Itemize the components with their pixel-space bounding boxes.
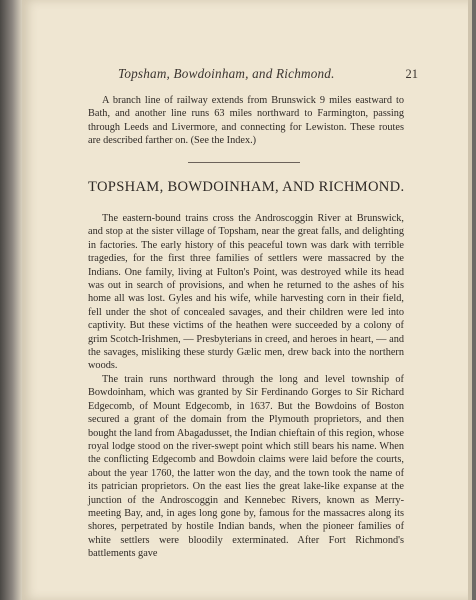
book-spine-shadow — [0, 0, 22, 600]
page-number: 21 — [405, 67, 418, 81]
page-edge — [468, 0, 472, 600]
section-divider-rule — [188, 162, 300, 163]
section-heading: TOPSHAM, BOWDOINHAM, AND RICHMOND. — [88, 179, 405, 195]
body-paragraph: The train runs northward through the long and level township of Bowdoinham, which was granted by Sir Ferdinando Gorges to Sir Richard Edgecomb, of Mount Edgecomb, in 1637. But the Bowdoins of Boston secured a grant of the domain from the Plymouth proprietors, and then bought the land from Abagadusset, the Indian chieftain of this region, whose royal lodge stood on the river-swept point which still bears his name. When the conflicting Edgecomb and Bowdoin claims were laid before the courts, about the year 1760, the latter won the day, and the town took the name of its patrician proprietors. On the east lies the great lake-like expanse at the junction of the Androscoggin and Kennebec Rivers, known as Merry-meeting Bay, and, in ages long gone by, famous for the massacres along its shores, perpetrated by hostile Indian bands, when the pioneer families of white settlers were bloodily exterminated. After Fort Richmond's battlements gave — [88, 373, 404, 560]
body-paragraph: The eastern-bound trains cross the Androscoggin River at Brunswick, and stop at the sister village of Topsham, near the great falls, and delighting in factories. The early history of this peaceful town was dark with terrible tragedies, for the first three families of settlers were massacred by the Indians. One family, living at Fulton's Point, was destroyed while its head was out in search of provisions, and when he returned to the ashes of his home all was lost. Gyles and his wife, while harvesting corn in their field, fell under the shot of concealed savages, and their children were led into captivity. But these victims of the heathen were succeeded by a colony of grim Scotch-Irishmen, — Presbyterians in creed, and heroes in heart, — and the savages, misliking these sturdy Gælic men, drew back into the northern woods. — [88, 213, 404, 372]
intro-paragraph: A branch line of railway extends from Brunswick 9 miles eastward to Bath, and another line runs 63 miles northward to Farmington, passing through Leeds and Livermore, and connecting for Lewiston. These routes are described farther on. (See the Index.) — [88, 95, 404, 147]
running-title: Topsham, Bowdoinham, and Richmond. — [118, 66, 335, 81]
running-head — [118, 66, 418, 82]
body-text — [88, 212, 404, 561]
